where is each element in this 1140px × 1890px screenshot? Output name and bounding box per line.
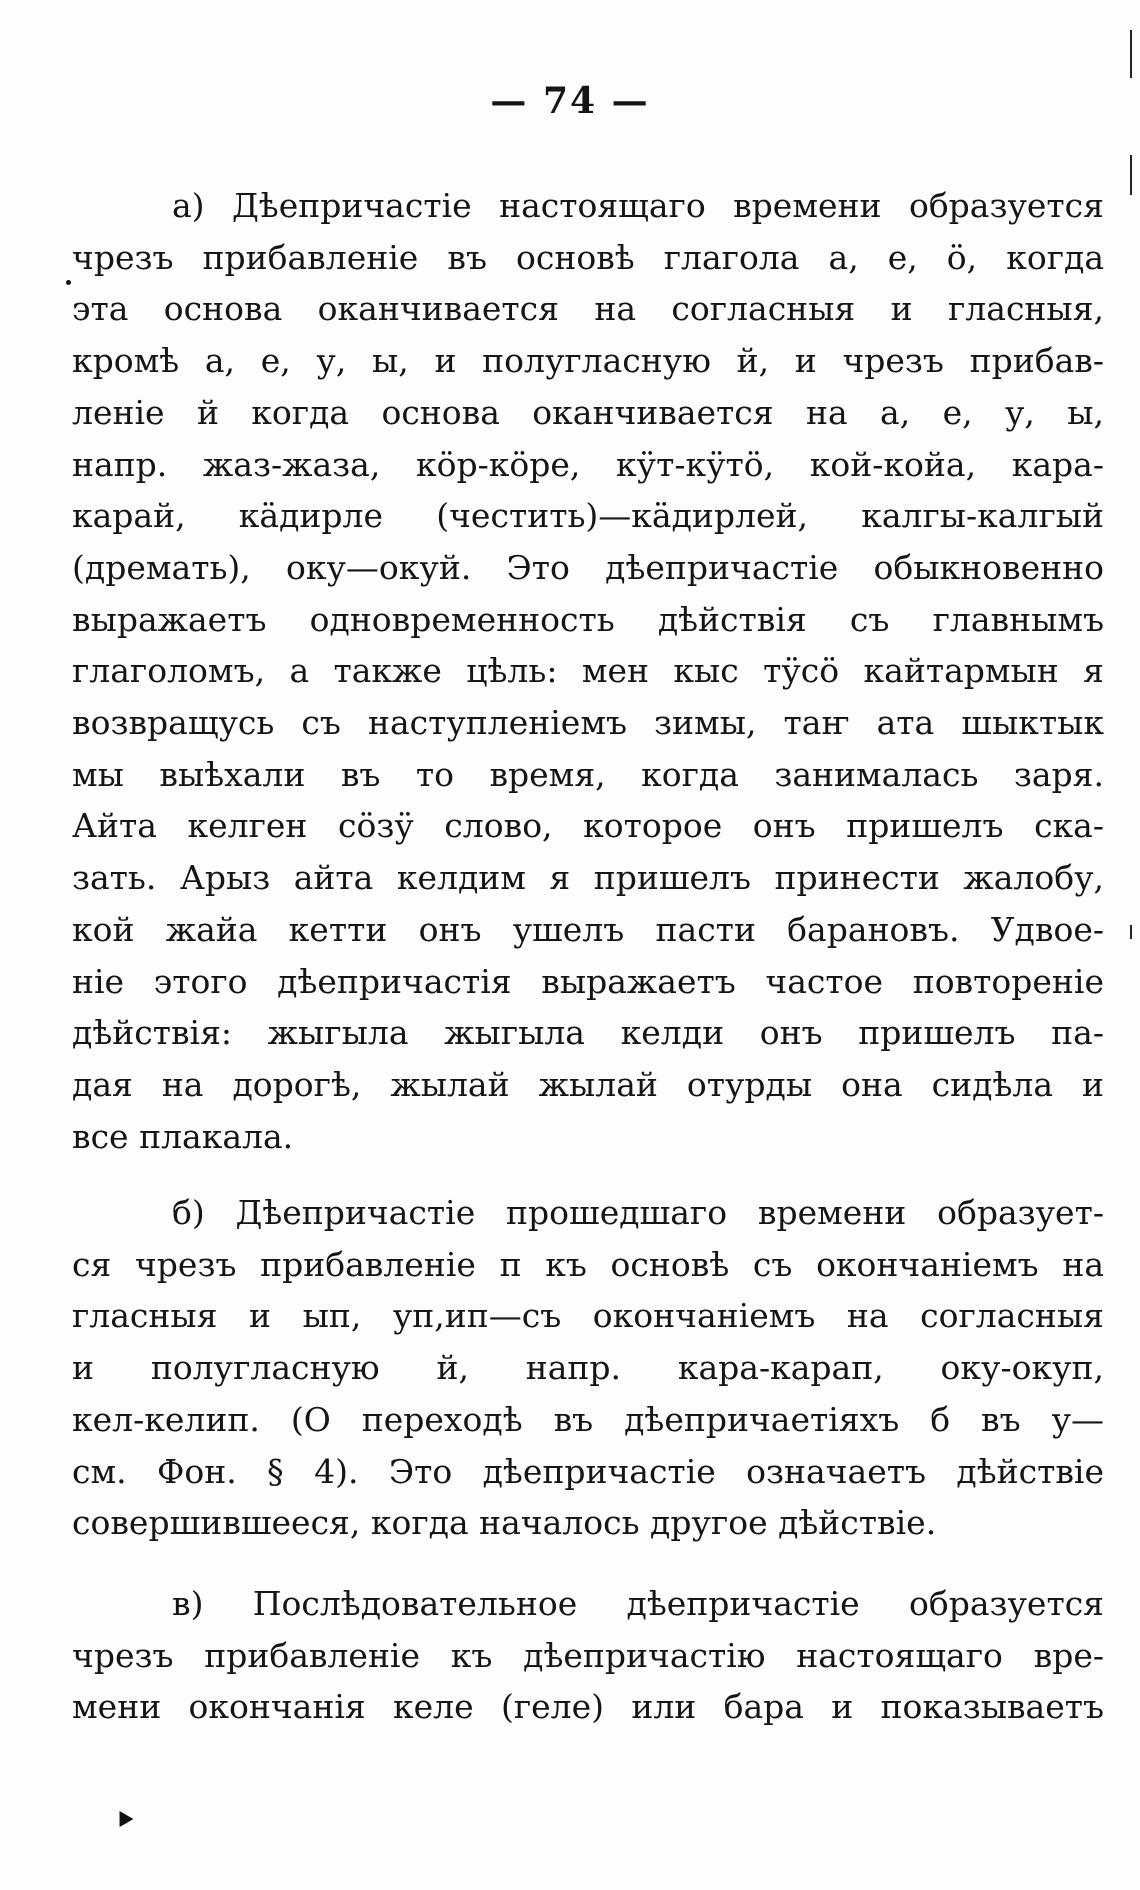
text-line: зать. Арыз айта келдим я пришелъ принести жалобу,	[72, 858, 1104, 898]
text-line: все плакала.	[72, 1116, 294, 1156]
text-line: чрезъ прибавленіе въ основѣ глагола а, е, ö, когда	[72, 237, 1104, 277]
paragraph-b	[72, 1187, 1104, 1549]
paragraph-c	[72, 1578, 1104, 1733]
text-line: карай, кäдирле (честить)—кäдирлей, калгы-калгый	[72, 496, 1104, 536]
text-line: эта основа оканчивается на согласныя и гласныя,	[72, 289, 1104, 329]
text-line: чрезъ прибавленіе къ дѣепричастію настоящаго вре-	[72, 1635, 1104, 1675]
ink-speck	[66, 280, 71, 285]
scan-edge-mark	[1130, 155, 1132, 195]
text-line: кой жайа кетти онъ ушелъ пасти барановъ. Удвое-	[72, 909, 1104, 949]
text-line: гласныя и ып, уп,ип—съ окончаніемъ на согласныя	[72, 1296, 1104, 1336]
text-line: мы выѣхали въ то время, когда занималась заря.	[72, 754, 1104, 794]
text-line: в) Послѣдовательное дѣепричастіе образуется	[172, 1584, 1104, 1623]
text-line: совершившееся, когда началось другое дѣйствіе.	[72, 1503, 937, 1543]
page-number: — 74 —	[490, 80, 650, 122]
text-line: возвращусь съ наступленіемъ зимы, таҥ ата шыктык	[72, 703, 1104, 743]
text-line: напр. жаз-жаза, кöр-кöре, кӱт-кӱтö, кой-койа, кара-	[72, 444, 1104, 484]
text-line: Айта келген сöзӱ слово, которое онъ пришелъ ска-	[72, 806, 1104, 846]
text-line: кромѣ а, е, у, ы, и полугласную й, и чрезъ прибав-	[72, 341, 1104, 381]
text-line: а) Дѣепричастіе настоящаго времени образуется	[172, 186, 1104, 225]
ink-mark	[113, 1807, 134, 1827]
text-line: см. Фон. § 4). Это дѣепричастіе означаетъ дѣйствіе	[72, 1451, 1104, 1491]
text-line: ніе этого дѣепричастія выражаетъ частое повтореніе	[72, 961, 1104, 1001]
text-line: выражаетъ одновременность дѣйствія съ главнымъ	[72, 599, 1104, 639]
text-line: леніе й когда основа оканчивается на а, е, у, ы,	[72, 392, 1104, 432]
text-line: (дремать), оку—окуй. Это дѣепричастіе обыкновенно	[72, 547, 1104, 587]
text-line: ся чрезъ прибавленіе п къ основѣ съ окончаніемъ на	[72, 1244, 1104, 1284]
scan-edge-mark	[1130, 925, 1132, 939]
text-line: дѣйствія: жыгыла жыгыла келди онъ пришелъ па-	[72, 1013, 1104, 1053]
text-line: дая на дорогѣ, жылай жылай отурды она сидѣла и	[72, 1064, 1104, 1104]
text-line: б) Дѣепричастіе прошедшаго времени образует-	[172, 1193, 1104, 1232]
text-line: и полугласную й, напр. кара-карап, оку-окуп,	[72, 1348, 1104, 1388]
scan-edge-mark	[1130, 30, 1132, 78]
text-line: кел-келип. (О переходѣ въ дѣепричаетіяхъ б въ у—	[72, 1399, 1104, 1439]
paragraph-a	[72, 180, 1104, 1162]
text-line: мени окончанія келе (геле) или бара и показываетъ	[72, 1687, 1104, 1727]
text-line: глаголомъ, а также цѣль: мен кыс тӱсö кайтармын я	[72, 651, 1104, 691]
